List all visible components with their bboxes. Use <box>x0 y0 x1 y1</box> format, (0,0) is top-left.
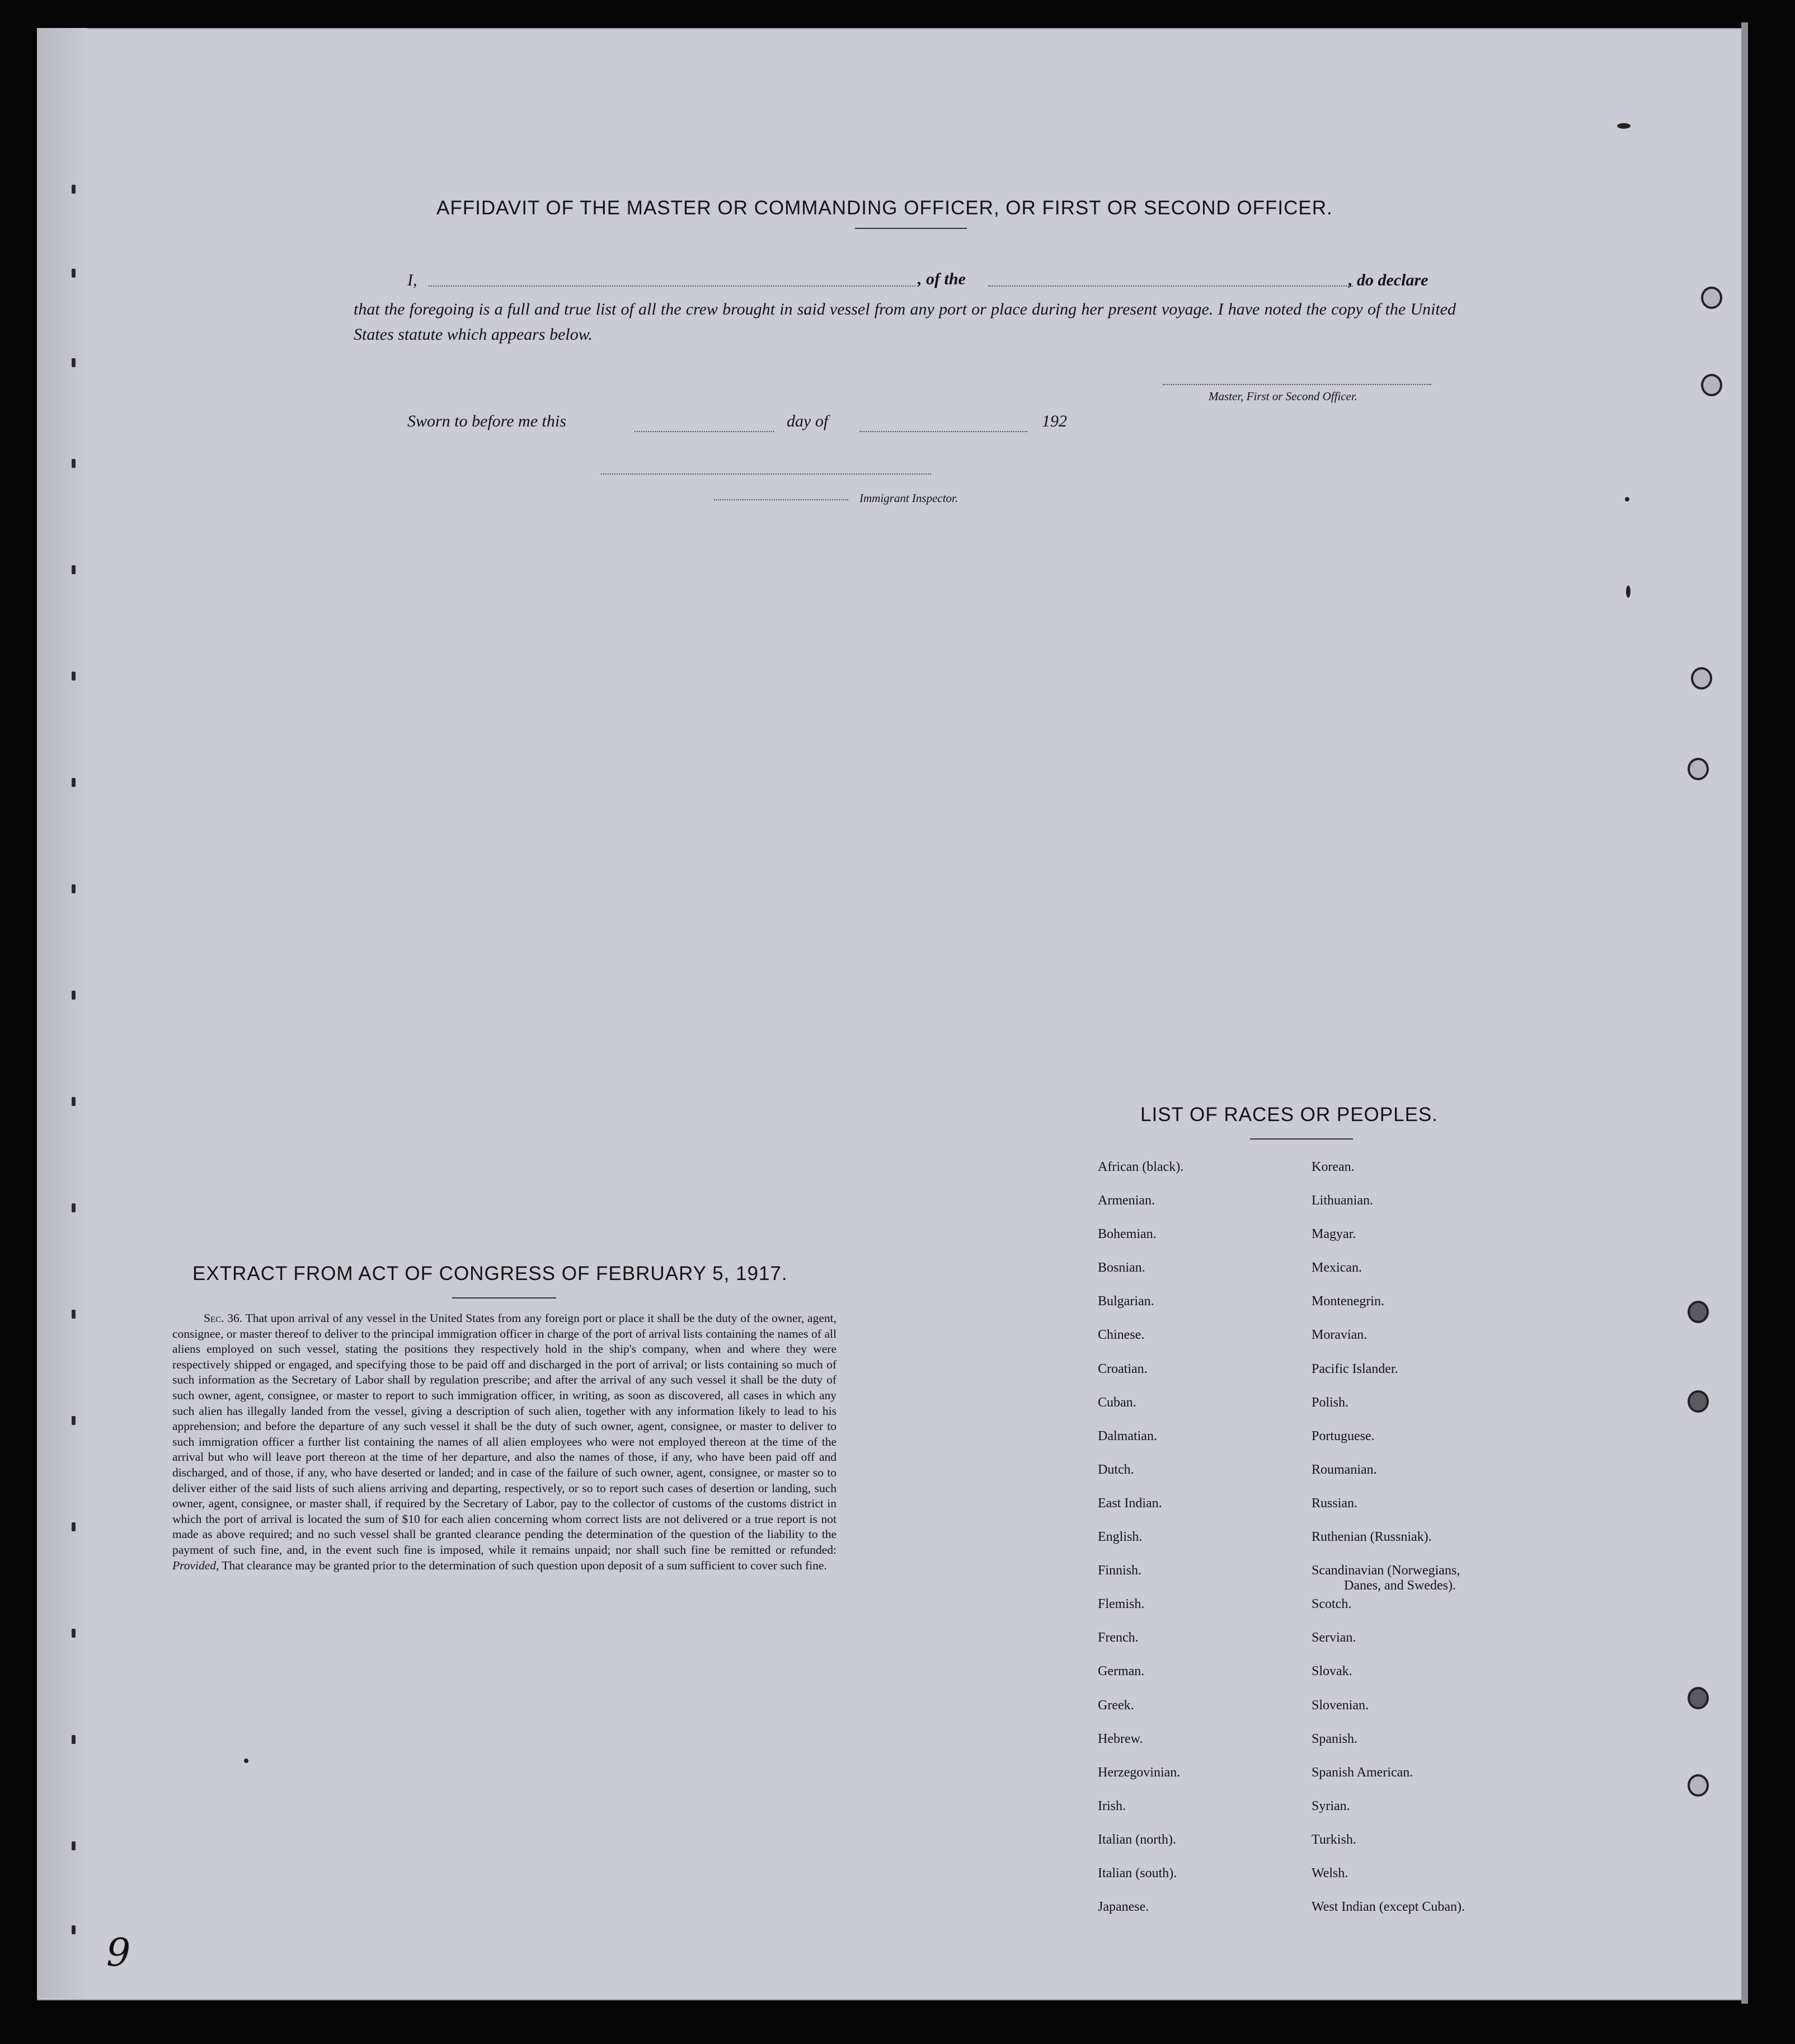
race-label: Turkish. <box>1312 1832 1356 1847</box>
section-text-part1: That upon arrival of any vessel in the United States from any foreign port or place it shall be the duty of the owner, agent, consignee, or master thereof to deliver to the principal immigration officer in charge of the port of arrival lists containing the names of all aliens employed on such vessel, stating the positions they respectively hold in the ship's company, when and where they were respectively shipped or engaged, and specifying those to be paid off and discharged in the port of arrival; or lists containing so much of such information as the Secretary of Labor shall by regulation prescribe; and after the arrival of any such vessel it shall be the duty of such owner, agent, consignee, or master to report to such immigration officer, in writing, as soon as discovered, all cases in which any such alien has illegally landed from the vessel, giving a description of such alien, together with any information likely to lead to his apprehension; and before the departure of any such vessel it shall be the duty of such owner, agent, consignee, or master to deliver to such immigration officer a further list containing the names of all alien employees who were not employed thereon at the time of the arrival but who will leave port thereon at the time of her departure, and also the names of those, if any, who have been paid off and discharged, and of those, if any, who have deserted or landed; and in case of the failure of such owner, agent, consignee, or master so to deliver either of the said lists of such aliens arriving and departing, respectively, or so to report such cases of desertion or landing, such owner, agent, consignee, or master shall, if required by the Secretary of Labor, pay to the collector of customs of the customs district in which the port of arrival is located the sum of $10 for each alien concerning whom correct lists are not delivered or a true report is not made as above required; and no such vessel shall be granted clearance pending the determination of the question of the liability to the payment of such fine, and, in the event such fine is imposed, while it remains unpaid; nor shall such fine be remitted or refunded: <box>172 1311 837 1557</box>
race-item <box>1312 1664 1465 1698</box>
extract-section-36 <box>172 1311 837 1573</box>
binding-mark <box>72 884 76 893</box>
race-item <box>1098 1563 1183 1597</box>
race-item <box>1098 1530 1183 1563</box>
race-label: Dalmatian. <box>1098 1428 1157 1443</box>
punch-hole <box>1688 758 1709 780</box>
race-item <box>1098 1160 1183 1193</box>
race-label: Mexican. <box>1312 1260 1362 1276</box>
race-label: Slovenian. <box>1312 1698 1369 1713</box>
binding-mark <box>72 991 76 1000</box>
binding-mark <box>72 185 76 194</box>
race-item <box>1312 1698 1465 1732</box>
race-item <box>1098 1630 1183 1664</box>
race-item <box>1312 1900 1465 1933</box>
punch-hole <box>1688 1774 1709 1797</box>
race-label: Ruthenian (Russniak). <box>1312 1530 1432 1545</box>
race-label: Korean. <box>1312 1160 1355 1174</box>
race-item <box>1312 1260 1465 1294</box>
day-of-label: day of <box>787 412 829 430</box>
binding-mark <box>72 1310 76 1319</box>
affidavit-title: AFFIDAVIT OF THE MASTER OR COMMANDING OFFICER, OR FIRST OR SECOND OFFICER. <box>436 197 1333 219</box>
race-item <box>1098 1496 1183 1530</box>
sworn-label: Sworn to before me this <box>407 412 566 430</box>
race-label: Roumanian. <box>1312 1462 1377 1477</box>
race-item <box>1098 1900 1183 1933</box>
signature-caption: Master, First or Second Officer. <box>1209 390 1357 403</box>
affidavit-statement: that the foregoing is a full and true list of all the crew brought in said vessel from any port or place during her present voyage. I have noted the copy of the United States statute which appears below. <box>354 300 1456 344</box>
binding-mark <box>72 1841 76 1850</box>
races-title: LIST OF RACES OR PEOPLES. <box>1140 1104 1439 1126</box>
inspector-signature-line <box>601 474 931 475</box>
affidavit-i-label: I, <box>407 271 417 289</box>
punch-hole <box>1688 1301 1709 1323</box>
punch-hole <box>1701 374 1722 396</box>
race-label: Italian (north). <box>1098 1832 1176 1847</box>
affidavit-of-the-label: , of the <box>918 270 966 288</box>
race-label: Portuguese. <box>1312 1428 1375 1443</box>
sheet-edge <box>1741 22 1748 2004</box>
race-item <box>1098 1294 1183 1328</box>
race-label: Italian (south). <box>1098 1865 1177 1881</box>
race-item <box>1312 1328 1465 1361</box>
race-label: Pacific Islander. <box>1312 1361 1398 1376</box>
binding-mark <box>72 778 76 787</box>
punch-hole <box>1701 287 1722 309</box>
race-item <box>1312 1462 1465 1496</box>
affidavit-title-rule <box>855 228 967 229</box>
binding-mark <box>72 1629 76 1638</box>
race-item <box>1312 1832 1465 1866</box>
race-item <box>1312 1732 1465 1765</box>
ink-speck <box>1626 585 1630 598</box>
race-item <box>1098 1866 1183 1900</box>
inspector-short-line <box>714 499 848 500</box>
race-label: Welsh. <box>1312 1865 1348 1881</box>
race-label: Japanese. <box>1098 1900 1149 1915</box>
race-label: German. <box>1098 1664 1145 1679</box>
race-label: Finnish. <box>1098 1563 1142 1578</box>
race-item <box>1312 1765 1465 1799</box>
race-item <box>1098 1429 1183 1462</box>
race-item <box>1098 1698 1183 1732</box>
race-label: Bosnian. <box>1098 1260 1145 1276</box>
race-item <box>1098 1362 1183 1395</box>
binding-mark <box>72 565 76 574</box>
race-item <box>1312 1227 1465 1260</box>
binding-mark <box>72 672 76 681</box>
sworn-month-line <box>859 431 1027 432</box>
race-label: Bohemian. <box>1098 1227 1157 1242</box>
race-item <box>1312 1362 1465 1395</box>
binding-mark <box>72 358 76 367</box>
binding-mark <box>72 1735 76 1744</box>
binding-mark <box>72 1203 76 1212</box>
race-label: Spanish. <box>1312 1731 1358 1746</box>
race-item <box>1098 1832 1183 1866</box>
sworn-day-line <box>635 431 774 432</box>
binding-strip <box>37 28 87 1998</box>
race-item <box>1098 1227 1183 1260</box>
race-item <box>1098 1462 1183 1496</box>
race-label: Polish. <box>1312 1395 1349 1410</box>
binding-mark <box>72 1522 76 1531</box>
race-label: Magyar. <box>1312 1227 1356 1242</box>
race-label: Chinese. <box>1098 1328 1145 1343</box>
punch-hole <box>1688 1390 1709 1413</box>
race-item <box>1098 1799 1183 1832</box>
races-list-right <box>1312 1160 1465 1933</box>
punch-hole <box>1691 667 1712 690</box>
race-label: Croatian. <box>1098 1361 1148 1376</box>
race-item <box>1312 1294 1465 1328</box>
race-label: Spanish American. <box>1312 1765 1413 1780</box>
race-label: English. <box>1098 1530 1143 1545</box>
extract-title-rule <box>452 1297 556 1298</box>
punch-hole <box>1688 1687 1709 1709</box>
race-label: Flemish. <box>1098 1597 1145 1612</box>
race-label: Scotch. <box>1312 1597 1352 1612</box>
section-label: Sec. 36. <box>204 1311 243 1325</box>
race-item <box>1312 1395 1465 1429</box>
binding-mark <box>72 459 76 468</box>
races-list-left <box>1098 1160 1183 1933</box>
section-text-part2: That clearance may be granted prior to the determination of such question upon deposit of a sum sufficient to cover such fine. <box>222 1558 827 1572</box>
races-title-rule <box>1250 1138 1353 1140</box>
race-label: West Indian (except Cuban). <box>1312 1900 1465 1915</box>
race-label: Lithuanian. <box>1312 1193 1373 1208</box>
race-item <box>1098 1193 1183 1227</box>
race-label: Hebrew. <box>1098 1731 1143 1746</box>
race-label: Herzegovinian. <box>1098 1765 1181 1780</box>
race-item <box>1098 1260 1183 1294</box>
race-item <box>1098 1395 1183 1429</box>
race-label: Dutch. <box>1098 1462 1134 1477</box>
race-item <box>1098 1765 1183 1799</box>
race-label: Syrian. <box>1312 1798 1350 1813</box>
race-item <box>1312 1429 1465 1462</box>
page-number-handwritten: 9 <box>106 1931 131 1975</box>
race-label: Armenian. <box>1098 1193 1155 1208</box>
race-label: Moravian. <box>1312 1328 1368 1343</box>
extract-title: EXTRACT FROM ACT OF CONGRESS OF FEBRUARY 5, 1917. <box>192 1263 788 1284</box>
inspector-caption: Immigrant Inspector. <box>859 491 958 505</box>
ink-speck <box>1625 497 1629 501</box>
ink-speck <box>1617 123 1630 129</box>
race-item <box>1312 1530 1465 1563</box>
race-item <box>1098 1328 1183 1361</box>
race-item <box>1312 1563 1465 1597</box>
race-item <box>1312 1866 1465 1900</box>
race-label: Montenegrin. <box>1312 1294 1384 1309</box>
race-item <box>1098 1664 1183 1698</box>
year-label: 192 <box>1042 412 1067 430</box>
race-label: Scandinavian (Norwegians, <box>1312 1563 1460 1578</box>
race-label: Cuban. <box>1098 1395 1136 1410</box>
race-item <box>1312 1630 1465 1664</box>
binding-mark <box>72 1925 76 1934</box>
race-label: Irish. <box>1098 1798 1126 1813</box>
race-label: Bulgarian. <box>1098 1294 1154 1309</box>
race-label: Russian. <box>1312 1496 1358 1511</box>
race-item <box>1098 1732 1183 1765</box>
vessel-name-line <box>988 285 1353 287</box>
affidavit-do-declare-label: , do declare <box>1348 271 1429 289</box>
master-name-line <box>429 285 915 287</box>
race-label: East Indian. <box>1098 1496 1162 1511</box>
race-label-continued: Danes, and Swedes). <box>1344 1578 1456 1593</box>
race-item <box>1098 1597 1183 1630</box>
race-label: Slovak. <box>1312 1664 1352 1679</box>
signature-line <box>1163 384 1431 385</box>
proviso-label: Provided, <box>172 1558 219 1572</box>
race-item <box>1312 1160 1465 1193</box>
binding-mark <box>72 1097 76 1106</box>
race-label: African (black). <box>1098 1160 1184 1174</box>
ink-speck <box>244 1759 248 1763</box>
race-item <box>1312 1193 1465 1227</box>
race-item <box>1312 1799 1465 1832</box>
race-item <box>1312 1597 1465 1630</box>
race-label: French. <box>1098 1630 1139 1645</box>
race-label: Greek. <box>1098 1698 1134 1713</box>
binding-mark <box>72 1416 76 1425</box>
binding-mark <box>72 269 76 278</box>
race-label: Servian. <box>1312 1630 1356 1645</box>
race-item <box>1312 1496 1465 1530</box>
